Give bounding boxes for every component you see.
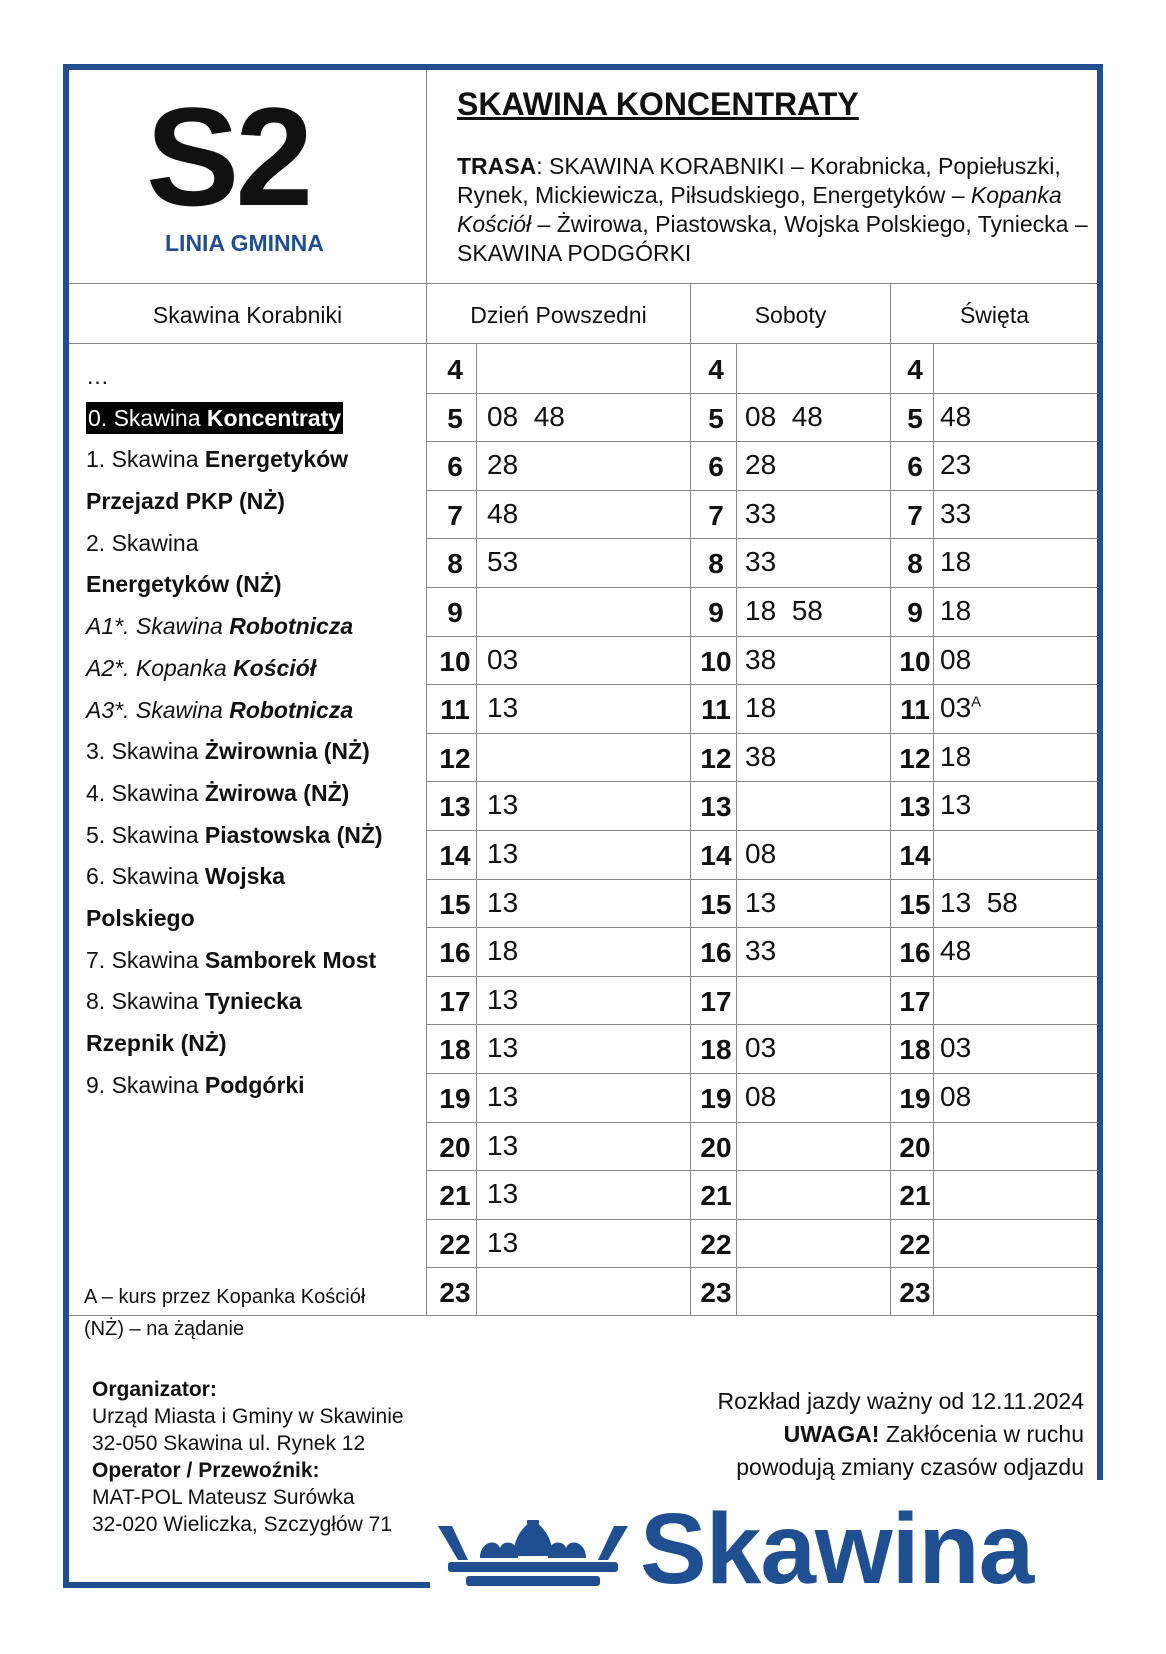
weekday-minutes bbox=[487, 984, 518, 1016]
organizer-line2: 32-050 Skawina ul. Rynek 12 bbox=[92, 1432, 366, 1455]
hour-label: 20 bbox=[439, 1131, 471, 1163]
row-divider bbox=[427, 538, 1098, 539]
hour-label: 20 bbox=[700, 1131, 732, 1163]
stop-item bbox=[86, 731, 426, 773]
minute-values: 33 bbox=[745, 935, 777, 967]
stop-prefix: 2. Skawina bbox=[86, 529, 199, 556]
crown-logo-icon bbox=[438, 1520, 628, 1588]
hour-label: 18 bbox=[899, 1034, 931, 1066]
stop-item bbox=[86, 1065, 426, 1107]
hour-label: 17 bbox=[700, 985, 732, 1017]
weekday-minutes bbox=[487, 546, 518, 578]
destination-title: SKAWINA KONCENTRATY bbox=[457, 86, 859, 122]
hour-label: 17 bbox=[439, 985, 471, 1017]
stop-item bbox=[86, 606, 426, 648]
row-divider bbox=[427, 879, 1098, 880]
stop-name: Robotnicza bbox=[229, 696, 354, 723]
hour-label: 7 bbox=[907, 499, 923, 531]
row-divider bbox=[427, 1267, 1098, 1268]
line-code: S2 bbox=[146, 78, 310, 235]
holiday-minutes bbox=[940, 935, 971, 967]
saturday-minutes bbox=[745, 692, 776, 724]
holiday-minutes bbox=[940, 692, 981, 724]
stop-name: Przejazd PKP (NŻ) bbox=[86, 488, 285, 515]
stop-item bbox=[86, 356, 426, 398]
minute-values: 03 bbox=[940, 692, 972, 724]
holiday-minutes bbox=[940, 741, 971, 773]
hour-label: 6 bbox=[708, 451, 724, 483]
hour-label: 8 bbox=[907, 548, 923, 580]
legend-nz: (NŻ) – na żądanie bbox=[84, 1318, 245, 1340]
weekday-minutes bbox=[487, 1032, 518, 1064]
minute-values: 18 bbox=[940, 740, 972, 772]
stop-prefix: 4. Skawina bbox=[86, 779, 205, 806]
warning-label: UWAGA! bbox=[783, 1421, 880, 1447]
footer-contacts bbox=[92, 1376, 404, 1538]
saturday-minutes bbox=[745, 498, 776, 530]
hour-label: 11 bbox=[900, 694, 930, 726]
minute-values: 28 bbox=[487, 449, 519, 481]
hour-label: 15 bbox=[700, 888, 732, 920]
warning-line2: powodują zmiany czasów odjazdu bbox=[736, 1454, 1084, 1480]
hour-label: 16 bbox=[899, 937, 931, 969]
row-divider bbox=[427, 1122, 1098, 1123]
valid-from: Rozkład jazdy ważny od 12.11.2024 bbox=[717, 1388, 1084, 1414]
saturday-minutes bbox=[745, 887, 776, 919]
row-divider bbox=[427, 733, 1098, 734]
route-description bbox=[457, 152, 1097, 268]
row-divider bbox=[427, 927, 1098, 928]
holiday-minutes bbox=[940, 595, 971, 627]
hour-label: 14 bbox=[899, 840, 931, 871]
holiday-minutes bbox=[940, 401, 971, 433]
minute-values: 53 bbox=[487, 546, 519, 578]
stop-prefix: 0. Skawina bbox=[88, 404, 207, 431]
holiday-minutes bbox=[940, 1032, 971, 1064]
operator-line2: 32-020 Wieliczka, Szczygłów 71 bbox=[92, 1513, 392, 1536]
hour-label: 12 bbox=[899, 742, 931, 774]
hour-label: 18 bbox=[439, 1034, 471, 1066]
stop-item bbox=[86, 1023, 426, 1065]
stop-item bbox=[86, 690, 426, 732]
holiday-minutes bbox=[940, 887, 1018, 919]
stop-item bbox=[86, 940, 426, 982]
minute-values: 33 bbox=[940, 497, 972, 529]
hour-label: 5 bbox=[708, 402, 724, 434]
hour-label: 22 bbox=[700, 1228, 732, 1260]
stop-name: Podgórki bbox=[204, 1071, 305, 1098]
minute-values: 08 48 bbox=[745, 400, 823, 432]
minute-values: 13 bbox=[487, 1129, 519, 1161]
stop-item bbox=[86, 981, 426, 1023]
hour-label: 6 bbox=[907, 451, 923, 483]
minute-values: 48 bbox=[940, 935, 972, 967]
weekday-minutes bbox=[487, 1081, 518, 1113]
hour-label: 7 bbox=[708, 499, 724, 531]
stop-name: Rzepnik (NŻ) bbox=[86, 1030, 227, 1056]
weekday-minutes bbox=[487, 449, 518, 481]
stop-name: Żwirowa (NŻ) bbox=[204, 779, 350, 806]
hour-label: 12 bbox=[439, 742, 471, 774]
saturday-minutes bbox=[745, 401, 823, 433]
organizer-label: Organizator: bbox=[92, 1378, 217, 1401]
saturday-minutes bbox=[745, 595, 823, 627]
operator-line1: MAT-POL Mateusz Surówka bbox=[92, 1486, 355, 1509]
hour-label: 10 bbox=[439, 645, 471, 677]
legend-a: A – kurs przez Kopanka Kościół bbox=[84, 1286, 366, 1308]
hour-label: 4 bbox=[907, 354, 923, 385]
divider-header bbox=[69, 283, 1098, 284]
hour-label: 14 bbox=[439, 840, 471, 871]
route-label: TRASA bbox=[457, 153, 537, 179]
saturday-minutes bbox=[745, 1032, 776, 1064]
hour-label: 4 bbox=[447, 354, 463, 385]
hour-label: 12 bbox=[700, 742, 732, 774]
stop-prefix: 7. Skawina bbox=[86, 946, 205, 973]
row-divider bbox=[427, 976, 1098, 977]
hour-label: 8 bbox=[447, 548, 463, 580]
row-divider bbox=[427, 781, 1098, 782]
brand-wordmark: Skawina bbox=[640, 1493, 1034, 1605]
minute-values: 18 bbox=[745, 692, 777, 724]
stop-name: Koncentraty bbox=[206, 404, 342, 431]
holiday-minutes bbox=[940, 546, 971, 578]
weekday-minutes bbox=[487, 644, 518, 676]
hour-label: 13 bbox=[899, 791, 931, 823]
stop-prefix: A1*. Skawina bbox=[86, 613, 230, 640]
weekday-minutes bbox=[487, 692, 518, 724]
hour-label: 5 bbox=[907, 402, 923, 434]
hour-label: 20 bbox=[899, 1131, 931, 1163]
row-divider bbox=[427, 1170, 1098, 1171]
minute-values: 13 bbox=[487, 886, 519, 918]
row-divider bbox=[427, 830, 1098, 831]
minute-values: 48 bbox=[487, 497, 519, 529]
minute-values: 03 bbox=[487, 643, 519, 675]
frame-gap-right bbox=[1096, 1480, 1110, 1594]
saturday-minutes bbox=[745, 449, 776, 481]
minute-values: 28 bbox=[745, 449, 777, 481]
stop-item bbox=[86, 523, 426, 565]
stop-prefix: 1. Skawina bbox=[86, 446, 205, 473]
weekday-minutes bbox=[487, 1227, 518, 1259]
hour-label: 9 bbox=[447, 597, 463, 628]
minute-values: 13 bbox=[487, 1178, 519, 1210]
minute-values: 03 bbox=[745, 1032, 777, 1064]
minute-values: 33 bbox=[745, 546, 777, 578]
minute-values: 13 bbox=[487, 983, 519, 1015]
divider-footer bbox=[69, 1315, 1098, 1316]
hour-label: 13 bbox=[439, 791, 471, 823]
hour-label: 17 bbox=[899, 985, 931, 1017]
hour-label: 19 bbox=[439, 1083, 471, 1114]
row-divider bbox=[427, 636, 1098, 637]
minute-values: 08 bbox=[745, 1081, 777, 1112]
stop-name: Tyniecka bbox=[204, 988, 302, 1015]
minute-values: 08 bbox=[940, 1081, 972, 1112]
hour-label: 18 bbox=[700, 1034, 732, 1066]
saturday-minutes bbox=[745, 838, 776, 870]
minute-values: 23 bbox=[940, 449, 972, 481]
stop-name: Robotnicza bbox=[229, 613, 354, 640]
hour-label: 9 bbox=[708, 597, 724, 628]
holiday-minutes bbox=[940, 789, 971, 821]
hour-label: 8 bbox=[708, 548, 724, 580]
column-header-holiday: Święta bbox=[959, 302, 1030, 328]
stop-prefix: 5. Skawina bbox=[86, 821, 205, 848]
holiday-minutes bbox=[940, 449, 971, 481]
route-part2: – Żwirowa, Piastowska, Wojska Polskiego, Tyniecka – SKAWINA PODGÓRKI bbox=[457, 211, 1088, 266]
hour-label: 16 bbox=[439, 937, 471, 969]
weekday-minutes bbox=[487, 838, 518, 870]
stop-item bbox=[86, 815, 426, 857]
minute-values: 13 bbox=[487, 1081, 519, 1112]
course-note-marker: A bbox=[971, 693, 982, 711]
column-header-stops: Skawina Korabniki bbox=[152, 302, 343, 328]
organizer-line1: Urząd Miasta i Gminy w Skawinie bbox=[92, 1405, 404, 1428]
route-part1: : SKAWINA KORABNIKI – Korabnicka, Popiełuszki, Rynek, Mickiewicza, Piłsudskiego, Energetyków – bbox=[457, 153, 1061, 208]
hour-label: 9 bbox=[907, 597, 923, 628]
minute-values: 13 58 bbox=[940, 886, 1018, 918]
row-divider bbox=[427, 441, 1098, 442]
minute-values: 08 48 bbox=[487, 400, 565, 432]
hour-label: 4 bbox=[708, 354, 724, 385]
stop-name: Energetyków (NŻ) bbox=[86, 571, 282, 598]
saturday-minutes bbox=[745, 935, 776, 967]
row-divider bbox=[427, 1219, 1098, 1220]
hour-label: 21 bbox=[700, 1180, 732, 1212]
stop-item bbox=[86, 564, 426, 606]
minute-values: 13 bbox=[487, 1032, 519, 1064]
weekday-minutes bbox=[487, 401, 565, 433]
stop-item bbox=[86, 648, 426, 690]
hour-label: 16 bbox=[700, 937, 732, 969]
route-italic: Kopanka Kościół bbox=[457, 182, 1062, 237]
stop-list bbox=[86, 356, 426, 1106]
minute-values: 13 bbox=[487, 838, 519, 869]
weekday-minutes bbox=[487, 498, 518, 530]
stop-item bbox=[86, 481, 426, 523]
hour-label: 19 bbox=[899, 1083, 931, 1114]
minute-values: 18 58 bbox=[745, 595, 823, 626]
hour-label: 14 bbox=[700, 840, 732, 871]
hour-label: 21 bbox=[439, 1180, 471, 1212]
stop-name: Kościół bbox=[233, 654, 317, 681]
stop-item bbox=[86, 856, 426, 898]
saturday-minutes bbox=[745, 741, 776, 773]
hour-label: 11 bbox=[440, 694, 470, 726]
row-divider bbox=[427, 684, 1098, 685]
stop-prefix: 8. Skawina bbox=[86, 988, 205, 1015]
minute-values: 18 bbox=[940, 546, 972, 578]
minute-values: 38 bbox=[745, 643, 777, 675]
hour-label: 23 bbox=[700, 1277, 732, 1309]
column-header-weekday: Dzień Powszedni bbox=[470, 302, 647, 328]
holiday-minutes bbox=[940, 644, 971, 676]
hour-label: 10 bbox=[899, 645, 931, 677]
hour-label: 15 bbox=[439, 888, 471, 920]
hour-label: 19 bbox=[700, 1083, 732, 1114]
row-divider bbox=[427, 1024, 1098, 1025]
operator-label: Operator / Przewoźnik: bbox=[92, 1459, 320, 1482]
row-divider bbox=[427, 587, 1098, 588]
minute-values: 13 bbox=[940, 789, 972, 821]
hour-label: 13 bbox=[700, 791, 732, 823]
minute-values: 13 bbox=[487, 692, 519, 724]
minute-values: 03 bbox=[940, 1032, 972, 1064]
stop-prefix: 3. Skawina bbox=[86, 738, 205, 765]
warning-line bbox=[717, 1418, 1084, 1451]
stop-prefix: 9. Skawina bbox=[86, 1071, 205, 1098]
stop-item bbox=[86, 398, 426, 440]
line-type: LINIA GMINNA bbox=[165, 230, 324, 256]
stop-prefix: … bbox=[86, 363, 109, 389]
stop-item bbox=[86, 898, 426, 940]
row-divider bbox=[427, 393, 1098, 394]
saturday-minutes bbox=[745, 546, 776, 578]
minute-values: 13 bbox=[487, 789, 519, 821]
row-divider bbox=[427, 490, 1098, 491]
saturday-minutes bbox=[745, 1081, 776, 1113]
weekday-minutes bbox=[487, 789, 518, 821]
minute-values: 38 bbox=[745, 740, 777, 772]
minute-values: 13 bbox=[487, 1226, 519, 1258]
weekday-minutes bbox=[487, 887, 518, 919]
hour-label: 22 bbox=[439, 1228, 471, 1260]
hour-label: 15 bbox=[899, 888, 931, 920]
stop-name: Energetyków bbox=[204, 446, 349, 473]
hour-label: 6 bbox=[447, 451, 463, 483]
hour-label: 10 bbox=[700, 645, 732, 677]
minute-values: 08 bbox=[745, 838, 777, 869]
minute-values: 48 bbox=[940, 400, 972, 432]
stop-item bbox=[86, 439, 426, 481]
hour-label: 22 bbox=[899, 1228, 931, 1260]
minute-values: 18 bbox=[940, 595, 972, 626]
holiday-minutes bbox=[940, 498, 971, 530]
minute-values: 33 bbox=[745, 497, 777, 529]
divider-weekday-saturday bbox=[690, 283, 691, 1315]
row-divider bbox=[427, 1073, 1098, 1074]
minute-values: 18 bbox=[487, 935, 519, 967]
stop-prefix: A3*. Skawina bbox=[86, 696, 230, 723]
weekday-minutes bbox=[487, 1130, 518, 1162]
hour-label: 11 bbox=[701, 694, 731, 726]
stop-name: Polskiego bbox=[86, 904, 195, 931]
stop-name: Wojska bbox=[204, 863, 286, 890]
stop-name: Żwirownia (NŻ) bbox=[204, 738, 370, 765]
weekday-minutes bbox=[487, 1178, 518, 1210]
hour-label: 5 bbox=[447, 402, 463, 434]
weekday-minutes bbox=[487, 935, 518, 967]
minute-values: 13 bbox=[745, 886, 777, 918]
minute-values: 08 bbox=[940, 643, 972, 675]
hour-label: 23 bbox=[439, 1277, 471, 1309]
holiday-minutes bbox=[940, 1081, 971, 1113]
stop-prefix: 6. Skawina bbox=[86, 863, 205, 890]
hour-label: 23 bbox=[899, 1277, 931, 1309]
divider-saturday-holiday bbox=[890, 283, 891, 1315]
hour-label: 7 bbox=[447, 499, 463, 531]
stop-name: Samborek Most bbox=[204, 946, 377, 973]
stop-prefix: A2*. Kopanka bbox=[86, 654, 234, 681]
divider-stops-times bbox=[426, 70, 427, 1315]
hour-label: 21 bbox=[899, 1180, 931, 1212]
saturday-minutes bbox=[745, 644, 776, 676]
footer-notice bbox=[717, 1385, 1084, 1484]
warning-text: Zakłócenia w ruchu bbox=[879, 1421, 1084, 1447]
stop-item bbox=[86, 773, 426, 815]
column-header-saturday: Soboty bbox=[754, 302, 827, 328]
stop-name: Piastowska (NŻ) bbox=[204, 821, 383, 848]
